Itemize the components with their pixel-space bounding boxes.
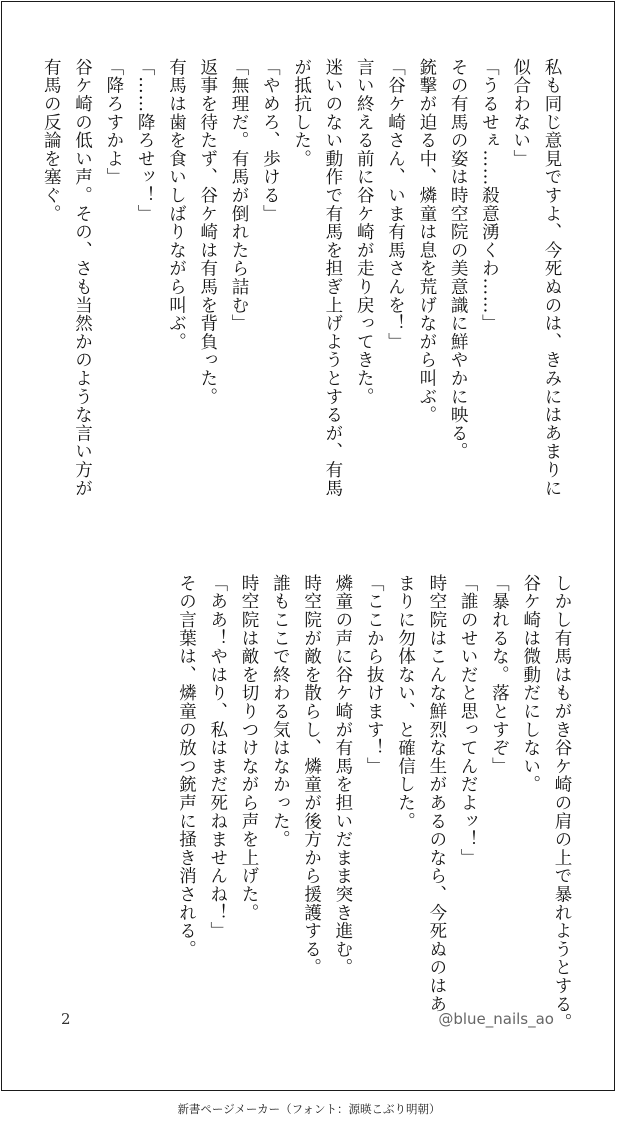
footer-credit: 新書ページメーカー（フォント：源暎こぶり明朝） <box>177 1102 441 1116</box>
text-line: 有馬の反論を塞ぐ。 <box>41 58 62 223</box>
text-line: 似合わない」 <box>510 58 531 168</box>
text-line: 「ああ！やはり、私はまだ死ねませんね！」 <box>207 574 228 940</box>
text-line: 銃撃が迫る中、燐童は息を荒げながら叫ぶ。 <box>416 58 437 424</box>
text-line: 時空院はこんな鮮烈な生があるのなら、今死ぬのはあ <box>426 574 447 1014</box>
text-line: 「谷ケ崎さん、いま有馬さんを！」 <box>385 58 406 351</box>
text-line: 「ここから抜けます！」 <box>364 574 385 776</box>
text-line: 「やめろ、歩ける」 <box>260 58 281 223</box>
text-line: 言い終える前に谷ケ崎が走り戻ってきた。 <box>354 58 375 406</box>
text-line: 「うるせぇ……殺意湧くわ……」 <box>479 58 500 333</box>
text-block-top <box>35 58 567 528</box>
text-line: 燐童の声に谷ケ崎が有馬を担いだまま突き進む。 <box>332 574 353 977</box>
page-number: 2 <box>61 1010 71 1028</box>
text-line: 「暴れるな。落とすぞ」 <box>489 574 510 776</box>
author-handle: @blue_nails_ao <box>438 1010 554 1028</box>
text-line: 私も同じ意見ですよ、今死ぬのは、きみにはあまりに <box>542 58 562 498</box>
text-line: 返事を待たず、谷ケ崎は有馬を背負った。 <box>197 58 218 406</box>
text-line: 迷いのない動作で有馬を担ぎ上げようとするが、有馬 <box>322 58 343 498</box>
text-line: 時空院は敵を切りつけながら声を上げた。 <box>239 574 260 922</box>
text-line: 「無理だ。有馬が倒れたら詰む」 <box>229 58 250 333</box>
text-line: その有馬の姿は時空院の美意識に鮮やかに映る。 <box>448 58 469 461</box>
text-block-bottom <box>170 574 577 1034</box>
text-line: 「誰のせいだと思ってんだよッ！」 <box>458 574 479 867</box>
text-line: 「……降ろせッ！」 <box>135 58 156 223</box>
text-line: その言葉は、燐童の放つ銃声に掻き消される。 <box>176 574 197 959</box>
text-line: 谷ケ崎の低い声。その、さも当然かのような言い方が <box>72 58 93 498</box>
text-line: 「降ろすかよ」 <box>103 58 124 187</box>
text-line: 谷ケ崎は微動だにしない。 <box>520 574 541 794</box>
text-line: が抵抗した。 <box>291 58 312 168</box>
text-line: まりに勿体ない、と確信した。 <box>395 574 416 831</box>
text-line: 誰もここで終わる気はなかった。 <box>270 574 291 849</box>
text-line: 有馬は歯を食いしばりながら叫ぶ。 <box>166 58 187 351</box>
text-line: しかし有馬はもがき谷ケ崎の肩の上で暴れようとする。 <box>552 574 572 1032</box>
text-line: 時空院が敵を散らし、燐童が後方から援護する。 <box>301 574 322 977</box>
page-frame <box>1 1 615 1091</box>
